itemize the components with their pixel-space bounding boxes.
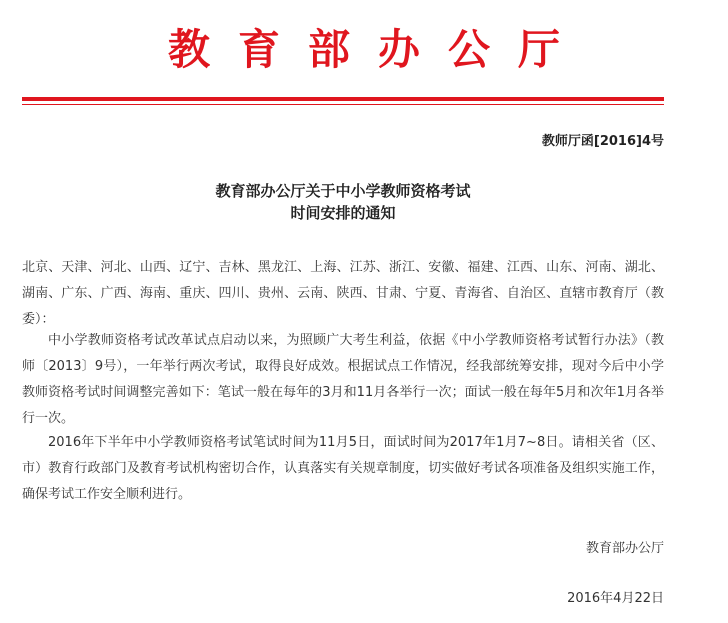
issue-date: 2016年4月22日 — [567, 591, 664, 606]
letterhead-rule-thick — [22, 97, 664, 101]
body-paragraph-2: 2016年下半年中小学教师资格考试笔试时间为11月5日，面试时间为2017年1月7~8日。请相关省（区、市）教育行政部门及教育考试机构密切合作，认真落实有关规章制度，切实做好考试各项准备及组织实施工作，确保考试工作安全顺利进行。 — [22, 435, 664, 502]
letterhead-rule-thin — [22, 104, 664, 105]
recipients-paragraph: 北京、天津、河北、山西、辽宁、吉林、黑龙江、上海、江苏、浙江、安徽、福建、江西、山东、河南、湖北、湖南、广东、广西、海南、重庆、四川、贵州、云南、陕西、甘肃、宁夏、青海省、自治区、直辖市教育厅（教委）： — [22, 260, 664, 327]
document-title-line-1: 教育部办公厅关于中小学教师资格考试 — [215, 182, 471, 200]
document-title — [0, 180, 686, 224]
document-title-line-2: 时间安排的通知 — [290, 204, 396, 222]
body-paragraph-1: 中小学教师资格考试改革试点启动以来，为照顾广大考生利益，依据《中小学教师资格考试暂行办法》（教师〔2013〕9号），一年举行两次考试，取得良好成效。根据试点工作情况，经我部统筹安排，现对今后中小学教师资格考试时间调整完善如下：笔试一般在每年的3月和11月各举行一次；面试一般在每年5月和次年1月各举行一次。 — [22, 333, 664, 426]
issuer-signature: 教育部办公厅 — [585, 541, 664, 556]
letterhead-title: 教育部办公厅 — [167, 25, 588, 74]
document-number: 教师厅函[2016]4号 — [541, 134, 664, 149]
